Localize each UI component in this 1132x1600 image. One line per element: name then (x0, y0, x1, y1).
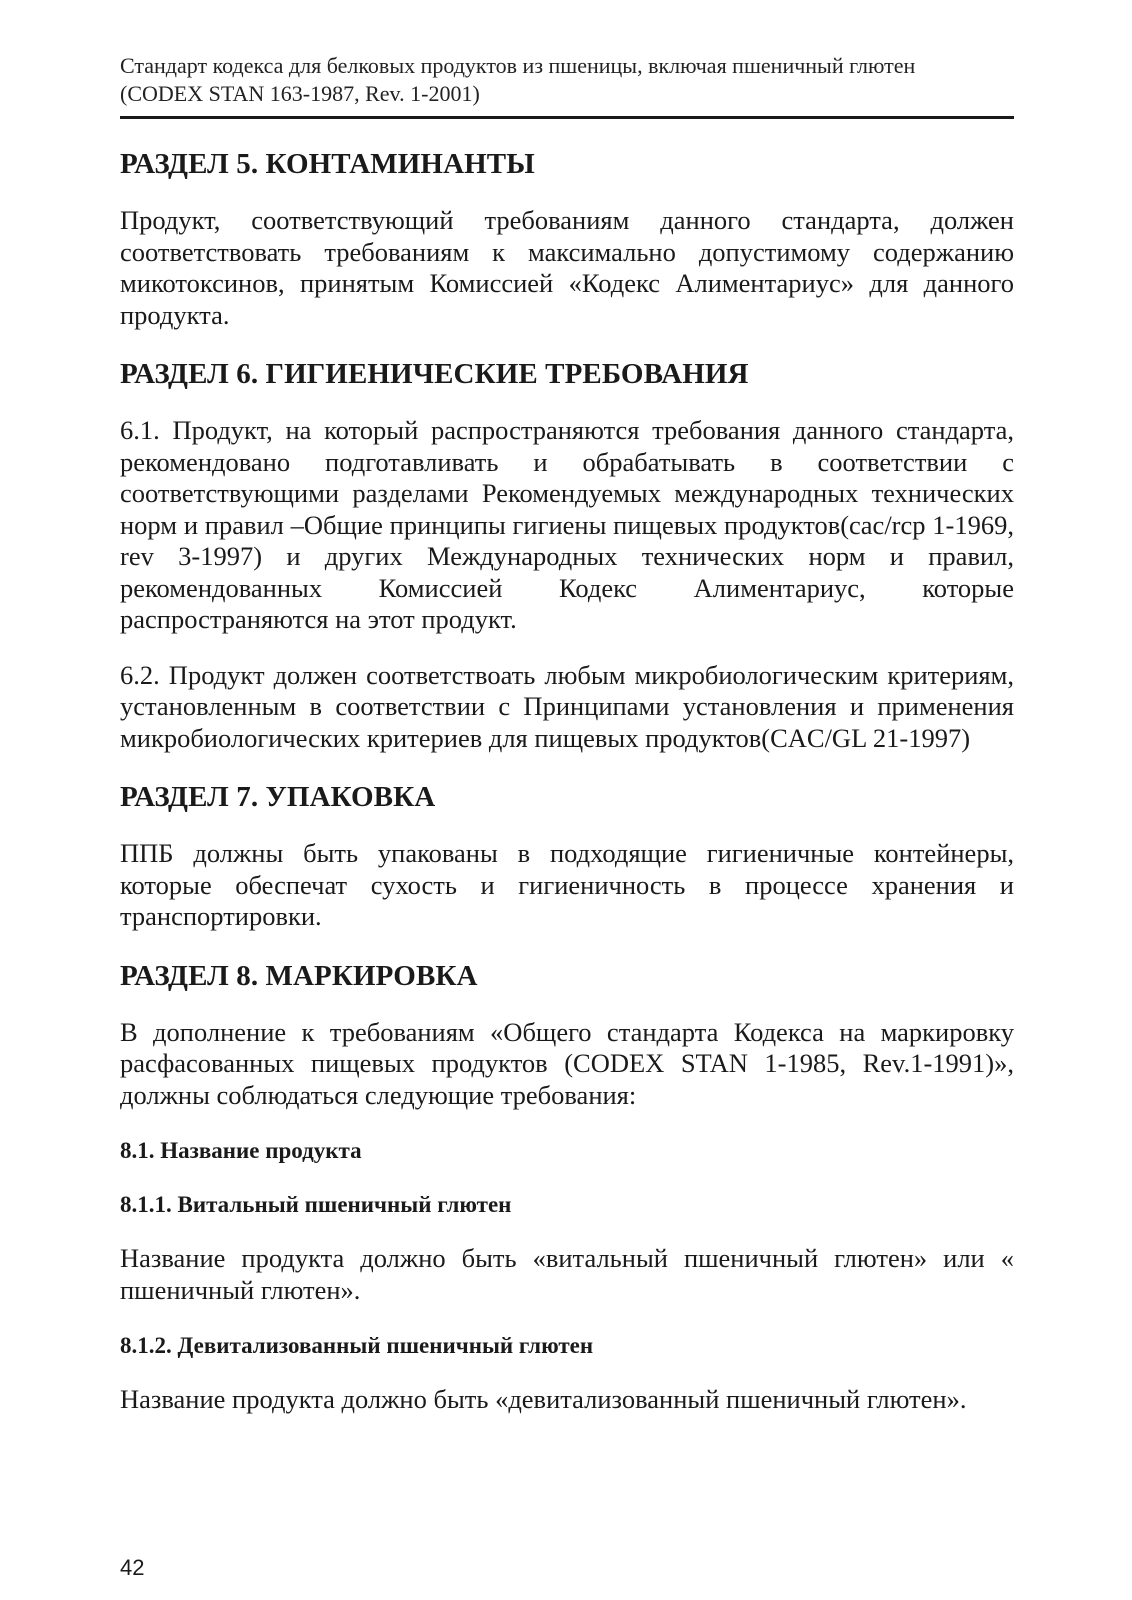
section-6-1-paragraph: 6.1. Продукт, на который распространяются требования данного стандарта, рекомендовано подготавливать и обрабатывать в соответствии с соответствующими разделами Рекомендуемых международных технических норм и правил –Общие принципы гигиены пищевых продуктов(cac/rcp 1-1969, rev 3-1997) и других Международных технических норм и правил, рекомендованных Комиссией Кодекс Алиментариус, которые распространяются на этот продукт. (120, 415, 1014, 634)
section-5-heading: РАЗДЕЛ 5. КОНТАМИНАНТЫ (120, 148, 535, 180)
section-8-heading: РАЗДЕЛ 8. МАРКИРОВКА (120, 959, 478, 992)
section-7-paragraph: ППБ должны быть упакованы в подходящие гигиеничные контейнеры, которые обеспечат сухость и гигиеничность в процессе хранения и транспортировки. (120, 838, 1014, 931)
section-7-heading: РАЗДЕЛ 7. УПАКОВКА (120, 781, 436, 813)
running-header (120, 52, 1014, 108)
section-5-paragraph: Продукт, соответствующий требованиям данного стандарта, должен соответствовать требованиям к максимально допустимому содержанию микотоксинов, принятым Комиссией «Кодекс Алиментариус» для данного продукта. (120, 205, 1014, 330)
running-header-code: (CODEX STAN 163-1987, Rev. 1-2001) (120, 81, 480, 106)
subsection-8-1-1-heading: 8.1.1. Витальный пшеничный глютен (120, 1192, 512, 1217)
section-8-intro-paragraph: В дополнение к требованиям «Общего стандарта Кодекса на маркировку расфасованных пищевых продуктов (CODEX STAN 1-1985, Rev.1-1991)», должны соблюдаться следующие требования: (120, 1016, 1014, 1110)
subsection-8-1-heading: 8.1. Название продукта (120, 1138, 362, 1163)
page-number: 42 (120, 1555, 145, 1580)
running-header-title: Стандарт кодекса для белковых продуктов из пшеницы, включая пшеничный глютен (120, 53, 916, 78)
section-6-2-paragraph: 6.2. Продукт должен соответствоать любым микробиологическим критериям, установленным в соответствии с Принципами установления и применения микробиологических критериев для пищевых продуктов(CAC/GL 21-1997) (120, 659, 1014, 753)
subsection-8-1-1-paragraph: Название продукта должно быть «витальный пшеничный глютен» или « пшеничный глютен». (120, 1243, 1014, 1305)
subsection-8-1-2-paragraph: Название продукта должно быть «девитализованный пшеничный глютен». (120, 1384, 967, 1414)
section-6-heading: РАЗДЕЛ 6. ГИГИЕНИЧЕСКИЕ ТРЕБОВАНИЯ (120, 358, 749, 390)
subsection-8-1-2-heading: 8.1.2. Девитализованный пшеничный глютен (120, 1333, 594, 1358)
header-rule (120, 116, 1014, 119)
